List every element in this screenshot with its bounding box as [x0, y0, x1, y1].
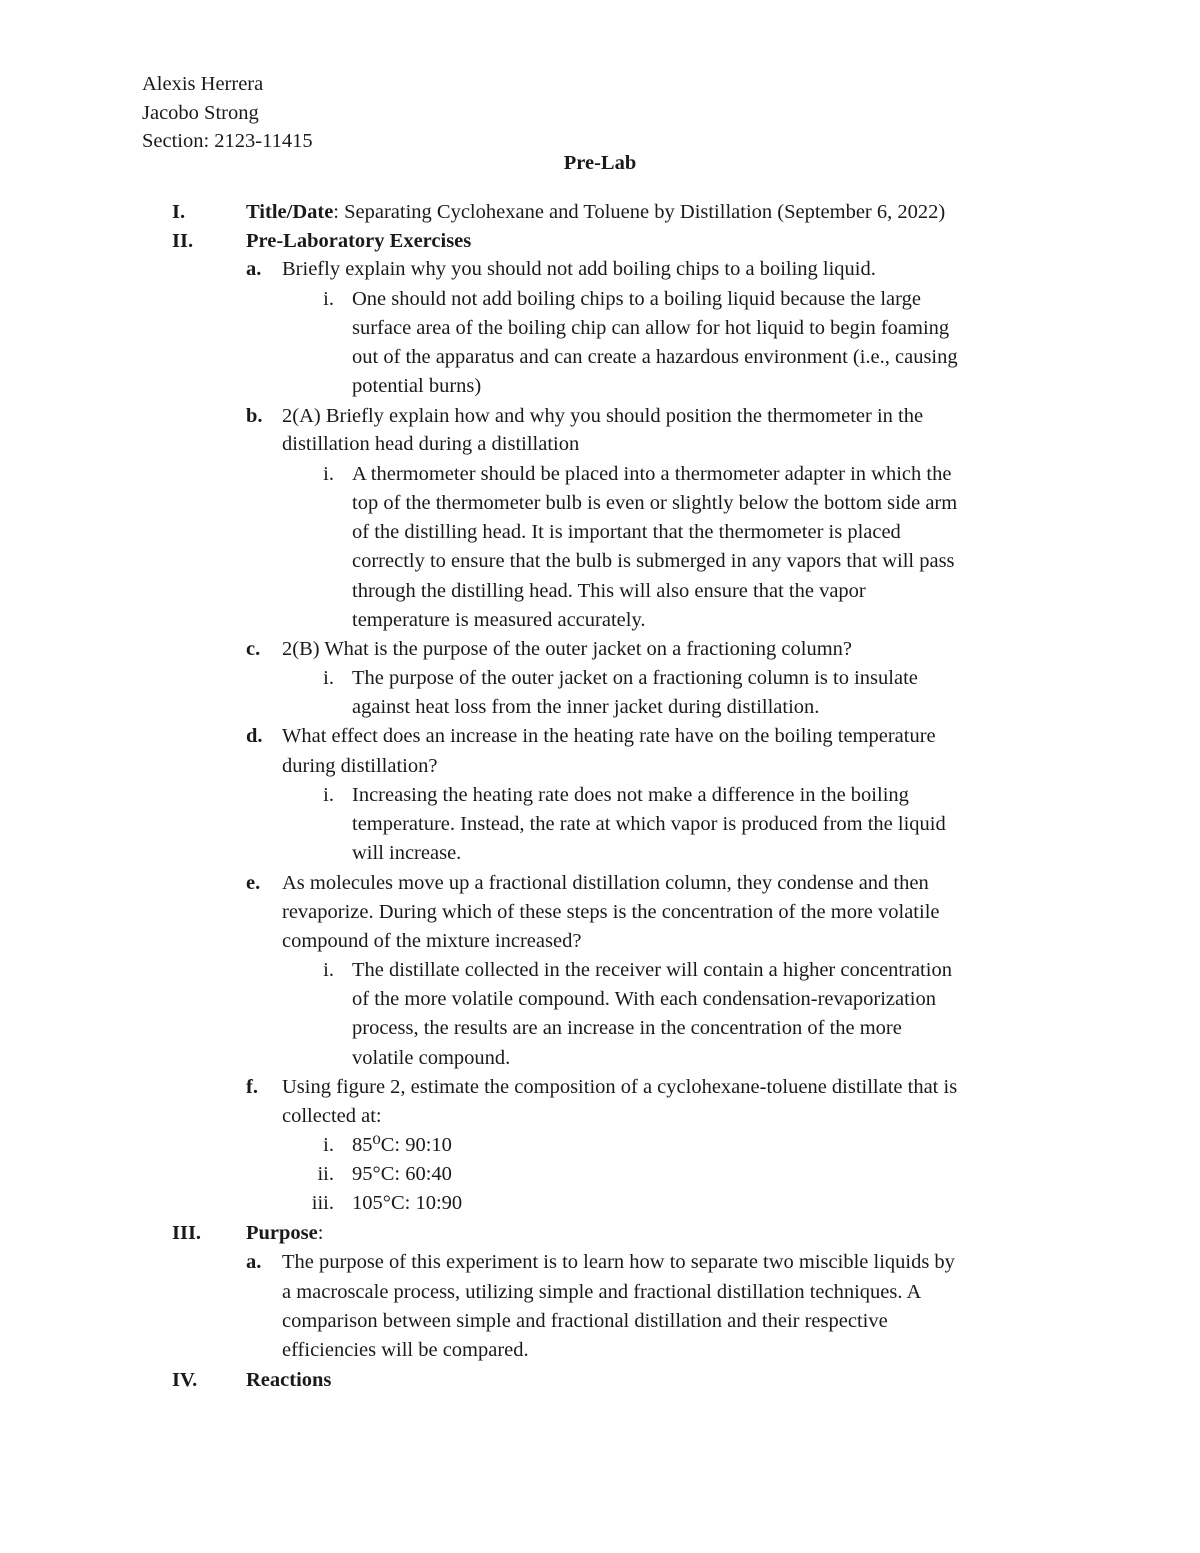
author-1: Alexis Herrera: [142, 73, 264, 95]
question-c-letter: c.: [246, 638, 261, 660]
answer-a-line: potential burns): [352, 375, 482, 397]
section-number: Section: 2123-11415: [142, 130, 313, 152]
answer-b-line: of the distilling head. It is important that the thermometer is placed: [352, 521, 901, 543]
answer-c-line: The purpose of the outer jacket on a fractioning column is to insulate: [352, 667, 918, 689]
purpose-colon: :: [317, 1222, 324, 1244]
answer-f-numeral: iii.: [311, 1192, 334, 1214]
question-a-letter: a.: [246, 258, 262, 280]
answer-b-line: A thermometer should be placed into a thermometer adapter in which the: [352, 463, 952, 485]
answer-d-line: will increase.: [352, 842, 462, 864]
purpose-heading: Purpose: [246, 1222, 318, 1244]
answer-b-numeral: i.: [323, 463, 334, 485]
question-f-letter: f.: [246, 1076, 258, 1098]
answer-e-line: The distillate collected in the receiver will contain a higher concentration: [352, 959, 952, 981]
purpose-a-letter: a.: [246, 1251, 262, 1273]
answer-d-line: Increasing the heating rate does not make a difference in the boiling: [352, 784, 909, 806]
title-date-label: Title/Date: [246, 201, 334, 223]
question-e-text: As molecules move up a fractional distillation column, they condense and then: [282, 872, 929, 894]
answer-f-numeral: i.: [323, 1134, 334, 1156]
question-d-letter: d.: [246, 725, 263, 747]
answer-d-line: temperature. Instead, the rate at which vapor is produced from the liquid: [352, 813, 946, 835]
answer-b-line: correctly to ensure that the bulb is submerged in any vapors that will pass: [352, 550, 955, 572]
page-title: Pre-Lab: [563, 152, 637, 174]
question-e-text: revaporize. During which of these steps is the concentration of the more volatile: [282, 901, 940, 923]
purpose-line: a macroscale process, utilizing simple and fractional distillation techniques. A: [282, 1281, 922, 1303]
question-a-text: Briefly explain why you should not add boiling chips to a boiling liquid.: [282, 258, 876, 280]
answer-e-line: process, the results are an increase in the concentration of the more: [352, 1017, 902, 1039]
question-e-text: compound of the mixture increased?: [282, 930, 582, 952]
purpose-line: The purpose of this experiment is to learn how to separate two miscible liquids by: [282, 1251, 955, 1273]
answer-b-line: temperature is measured accurately.: [352, 609, 646, 631]
answer-c-line: against heat loss from the inner jacket during distillation.: [352, 696, 820, 718]
purpose-line: comparison between simple and fractional distillation and their respective: [282, 1310, 888, 1332]
question-c-text: 2(B) What is the purpose of the outer jacket on a fractioning column?: [282, 638, 853, 660]
author-2: Jacobo Strong: [142, 102, 259, 124]
answer-f-item: 85⁰C: 90:10: [352, 1134, 452, 1156]
answer-e-line: of the more volatile compound. With each condensation-revaporization: [352, 988, 936, 1010]
answer-b-line: through the distilling head. This will also ensure that the vapor: [352, 580, 866, 602]
question-f-text: Using figure 2, estimate the composition of a cyclohexane-toluene distillate that is: [282, 1076, 958, 1098]
answer-a-numeral: i.: [323, 288, 334, 310]
question-b-letter: b.: [246, 405, 263, 427]
question-b-text: 2(A) Briefly explain how and why you should position the thermometer in the: [282, 405, 924, 427]
title-date-line: [246, 198, 945, 227]
answer-b-line: top of the thermometer bulb is even or slightly below the bottom side arm: [352, 492, 958, 514]
answer-f-item: 95°C: 60:40: [352, 1163, 452, 1185]
section-heading-2: Pre-Laboratory Exercises: [246, 230, 472, 252]
section-numeral-1: I.: [172, 201, 186, 223]
answer-e-numeral: i.: [323, 959, 334, 981]
answer-a-line: surface area of the boiling chip can allow for hot liquid to begin foaming: [352, 317, 950, 339]
title-date-text: : Separating Cyclohexane and Toluene by Distillation (September 6, 2022): [333, 201, 946, 223]
question-f-text: collected at:: [282, 1105, 382, 1127]
question-d-text: during distillation?: [282, 755, 438, 777]
question-b-text: distillation head during a distillation: [282, 433, 580, 455]
purpose-heading-line: [246, 1219, 323, 1248]
answer-f-item: 105°C: 10:90: [352, 1192, 463, 1214]
answer-a-line: out of the apparatus and can create a hazardous environment (i.e., causing: [352, 346, 958, 368]
answer-d-numeral: i.: [323, 784, 334, 806]
answer-c-numeral: i.: [323, 667, 334, 689]
answer-f-numeral: ii.: [317, 1163, 334, 1185]
reactions-heading: Reactions: [246, 1369, 332, 1391]
question-e-letter: e.: [246, 872, 261, 894]
answer-e-line: volatile compound.: [352, 1047, 511, 1069]
section-numeral-2: II.: [172, 230, 194, 252]
section-numeral-4: IV.: [172, 1369, 198, 1391]
purpose-line: efficiencies will be compared.: [282, 1339, 529, 1361]
answer-a-line: One should not add boiling chips to a boiling liquid because the large: [352, 288, 921, 310]
section-numeral-3: III.: [172, 1222, 202, 1244]
question-d-text: What effect does an increase in the heating rate have on the boiling temperature: [282, 725, 936, 747]
